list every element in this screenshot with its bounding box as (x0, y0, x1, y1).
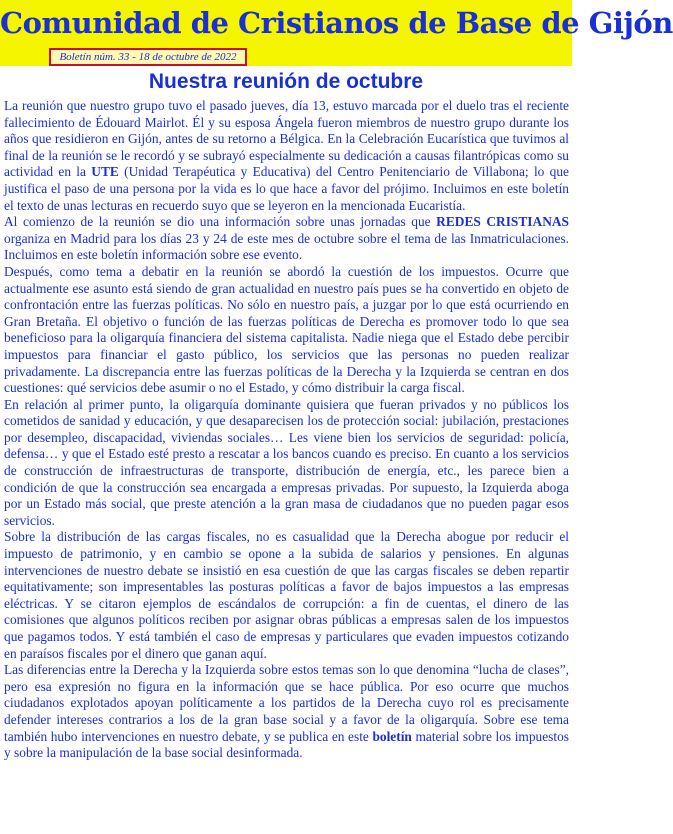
article-paragraph (4, 529, 569, 662)
emphasized-text: boletín (372, 728, 412, 744)
emphasized-text: UTE (91, 164, 119, 180)
article-paragraph (4, 214, 569, 264)
paragraph-text: (Unidad Terapéutica y Educativa) del Centro Penitenciario de Villabona; lo que justifica el paso de una persona por la vida es lo que hace a favor del prójimo. Incluimos en este boletín el texto de unas lecturas en recuerdo suyo que se leyeron en la mencionada Eucaristía. (4, 164, 569, 213)
article-paragraph (4, 98, 569, 214)
emphasized-text: REDES CRISTIANAS (436, 214, 569, 230)
paragraph-text: Sobre la distribución de las cargas fiscales, no es casualidad que la Derecha abogue por reducir el impuesto de patrimonio, y en cambio se opone a la subida de salarios y pensiones. En algunas intervenciones de nuestro debate se insistió en esa cuestión de que las cargas fiscales se deben repartir equitativamente; son impresentables las posturas políticas a favor de bajos impuestos a las empresas eléctricas. Y se citaron ejemplos de escándalos de corrupción: a fin de cuentas, el dinero de las comisiones que algunos políticos reciben por asignar obras públicas a empresas salen de los impuestos que pagamos todos. Y está también el caso de empresas y particulares que evaden impuestos cotizando en paraísos fiscales por el dinero que ganan aquí. (4, 529, 569, 661)
paragraph-text: La reunión que nuestro grupo tuvo el pasado jueves, día 13, estuvo marcada por el duelo tras el reciente fallecimiento de Édouard Mairlot. Él y su esposa Ángela fueron miembros de nuestro grupo durante los años que residieron en Gijón, antes de su retorno a Bélgica. En la Celebración Eucarística que tuvimos al final de la reunión se le recordó y se subrayó especialmente su dedicación a causas filantrópicas como su actividad en la (4, 98, 569, 180)
newsletter-title: Comunidad de Cristianos de Base de Gijón (0, 6, 673, 40)
paragraph-text: material sobre los impuestos y sobre la manipulación de la base social desinformada. (4, 728, 569, 761)
article-paragraph (4, 662, 569, 762)
article-paragraph (4, 264, 569, 397)
masthead (0, 0, 673, 66)
paragraph-text: Después, como tema a debatir en la reunión se abordó la cuestión de los impuestos. Ocurre que actualmente ese asunto está siendo de gran actualidad en nuestro país pues se ha convertido en objeto de confrontación entre las fuerzas políticas. No sólo en nuestro país, a juzgar por lo que está ocurriendo en Gran Bretaña. El objetivo o función de las fuerzas políticas de Derecha es promover todo lo que sea beneficioso para la oligarquía financiera del sistema capitalista. Nadie niega que el Estado debe percibir impuestos para financiar el gasto público, los servicios que las personas no pueden realizar privadamente. La discrepancia entre las fuerzas políticas de la Derecha y la Izquierda se centran en dos cuestiones: qué servicios debe asumir o no el Estado, y cómo distribuir la carga fiscal. (4, 263, 569, 396)
article-headline: Nuestra reunión de octubre (148, 70, 424, 93)
article-paragraph (4, 397, 569, 530)
paragraph-text: En relación al primer punto, la oligarquía dominante quisiera que fueran privados y no públicos los cometidos de sanidad y educación, y que desaparecisen los de protección social: jubilación, prestaciones por desempleo, discapacidad, viviendas sociales… Les viene bien los servicios de seguridad: policía, defensa… y que el Estado esté presto a rescatar a los bancos cuando es preciso. En cuanto a los servicios de construcción de infraestructuras de transporte, distribución de energía, etc., les parece bien a condición de que la construcción sea encargada a empresas privadas. Por supuesto, la Izquierda aboga por un Estado más social, que preste atención a la gran masa de ciudadanos que no pueden pagar esos servicios. (4, 396, 569, 528)
paragraph-text: Al comienzo de la reunión se dio una información sobre unas jornadas que (4, 214, 437, 230)
article-body (4, 98, 569, 834)
issue-label: Boletín núm. 33 - 18 de octubre de 2022 (49, 48, 247, 66)
paragraph-text: organiza en Madrid para los días 23 y 24 de este mes de octubre sobre el tema de las Inmatriculaciones. Incluimos en este boletín información sobre ese evento. (4, 230, 569, 263)
paragraph-text: Las diferencias entre la Derecha y la Izquierda sobre estos temas son lo que denomina “lucha de clases”, pero esa expresión no figura en la información que se hace pública. Por eso ocurre que muchos ciudadanos explotados apoyan políticamente a los partidos de la Derecha cuyo rol es precisamente defender intereses contrarios a los de la gran base social y a favor de la oligarquía. Sobre ese tema también hubo intervenciones en nuestro debate, y se publica en este (4, 662, 569, 744)
